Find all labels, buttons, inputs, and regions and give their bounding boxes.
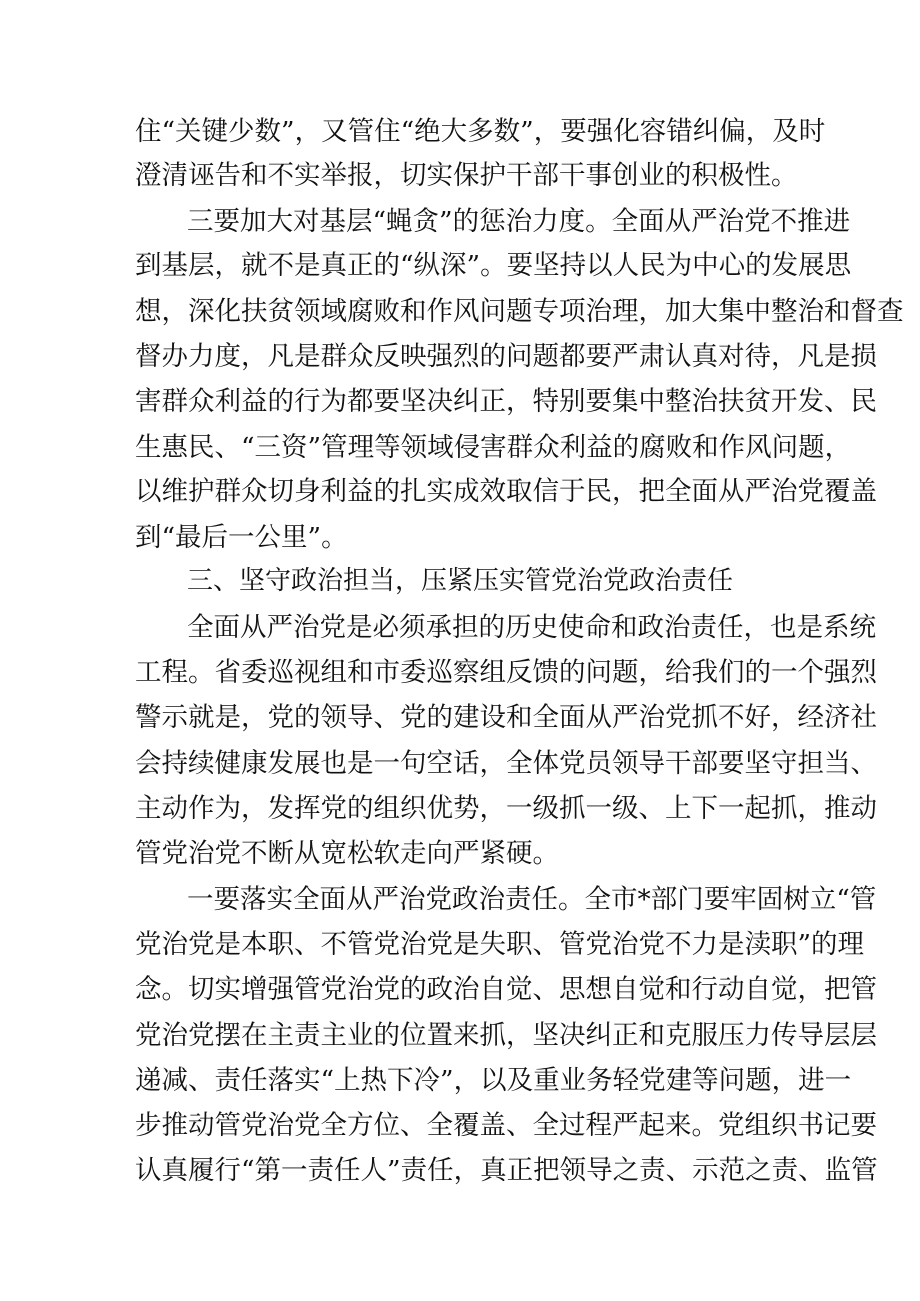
paragraph-line: 澄清诬告和不实举报，切实保护干部干事创业的积极性。 xyxy=(135,160,798,191)
paragraph-line: 工程。省委巡视组和市委巡察组反馈的问题，给我们的一个强烈 xyxy=(135,657,877,688)
paragraph-line: 警示就是，党的领导、党的建设和全面从严治党抓不好，经济社 xyxy=(135,702,877,733)
section-heading: 三、坚守政治担当，压紧压实管党治党政治责任 xyxy=(187,566,734,596)
paragraph-line: 步推动管党治党全方位、全覆盖、全过程严起来。党组织书记要 xyxy=(135,1110,877,1141)
paragraph-line: 到“最后一公里”。 xyxy=(135,522,348,553)
paragraph-line: 递减、责任落实“上热下冷”，以及重业务轻党建等问题，进一 xyxy=(135,1065,852,1096)
paragraph-line: 到基层，就不是真正的“纵深”。要坚持以人民为中心的发展思 xyxy=(135,250,852,281)
paragraph-line: 党治党摆在主责主业的位置来抓，坚决纠正和克服压力传导层层 xyxy=(135,1020,877,1051)
paragraph-line: 管党治党不断从宽松软走向严紧硬。 xyxy=(135,838,559,869)
paragraph-line: 一要落实全面从严治党政治责任。全市*部门要牢固树立“管 xyxy=(187,884,877,915)
paragraph-line: 生惠民、“三资”管理等领域侵害群众利益的腐败和作风问题， xyxy=(135,432,852,463)
paragraph-line: 督办力度，凡是群众反映强烈的问题都要严肃认真对待，凡是损 xyxy=(135,341,877,372)
paragraph-line: 想，深化扶贫领域腐败和作风问题专项治理，加大集中整治和督查 xyxy=(135,296,904,327)
paragraph-line: 党治党是本职、不管党治党是失职、管党治党不力是渎职”的理 xyxy=(135,929,865,960)
paragraph-line: 会持续健康发展也是一句空话，全体党员领导干部要坚守担当、 xyxy=(135,748,877,779)
paragraph-line: 住“关键少数”，又管住“绝大多数”，要强化容错纠偏，及时 xyxy=(135,116,826,147)
paragraph-line: 三要加大对基层“蝇贪”的惩治力度。全面从严治党不推进 xyxy=(187,206,851,237)
paragraph-line: 以维护群众切身利益的扎实成效取信于民，把全面从严治党覆盖 xyxy=(135,476,877,507)
paragraph-line: 念。切实增强管党治党的政治自觉、思想自觉和行动自觉，把管 xyxy=(135,974,877,1005)
paragraph-line: 主动作为，发挥党的组织优势，一级抓一级、上下一起抓，推动 xyxy=(135,793,877,824)
paragraph-line: 全面从严治党是必须承担的历史使命和政治责任，也是系统 xyxy=(187,612,876,643)
paragraph-line: 害群众利益的行为都要坚决纠正，特别要集中整治扶贫开发、民 xyxy=(135,386,877,417)
paragraph-line: 认真履行“第一责任人”责任，真正把领导之责、示范之责、监管 xyxy=(135,1155,878,1186)
